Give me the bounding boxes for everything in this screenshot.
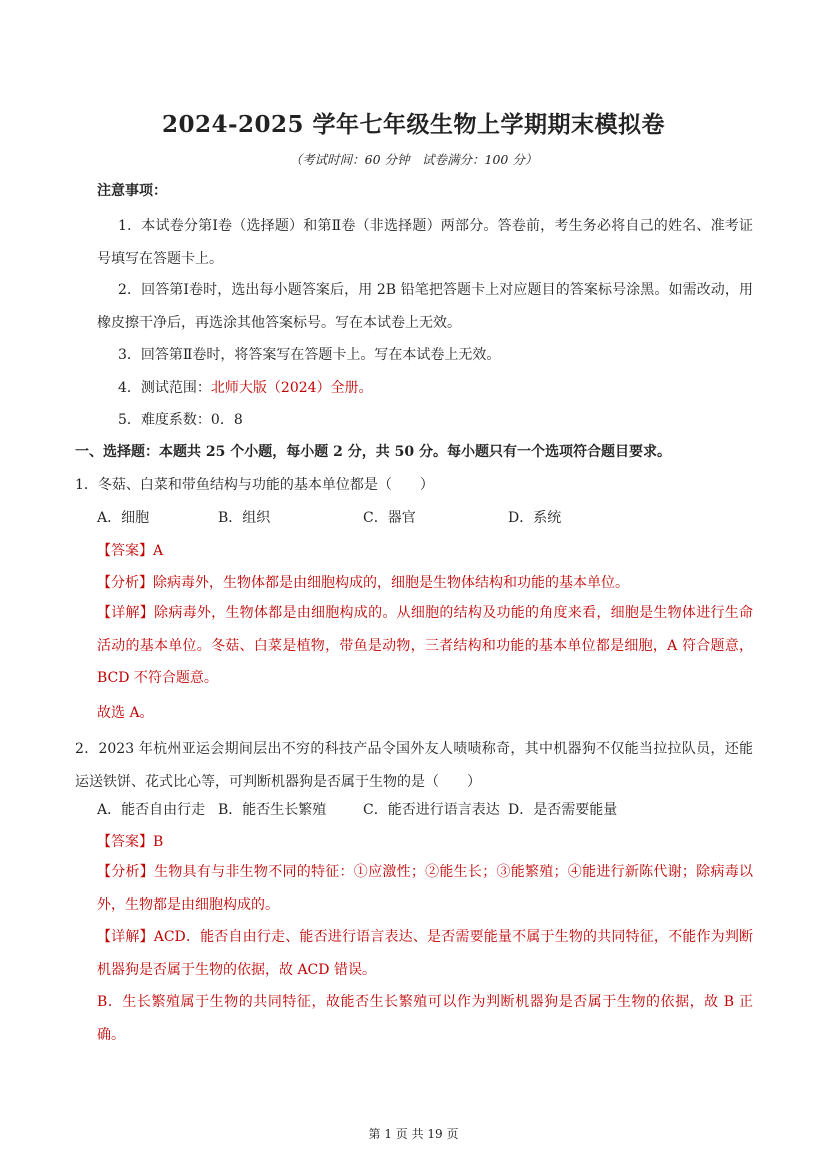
question-2-detail-b: B．生长繁殖属于生物的共同特征，故能否生长繁殖可以作为判断机器狗是否属于生物的依据，故 B 正确。 [97, 994, 753, 1043]
page-number: 第 1 页 共 19 页 [368, 1127, 459, 1141]
test-range: 北师大版（2024）全册。 [210, 380, 373, 396]
question-2-option-c: C．能否进行语言表达 [363, 802, 500, 818]
question-2-option-a: A．能否自由行走 [97, 802, 206, 818]
question-2-analysis: 【分析】生物具有与非生物不同的特征：①应激性；②能生长；③能繁殖；④能进行新陈代谢；除病毒以外，生物都是由细胞构成的。 [97, 864, 753, 913]
question-1-option-a: A．细胞 [97, 510, 150, 526]
question-1-stem: 1．冬菇、白菜和带鱼结构与功能的基本单位都是（ ） [75, 477, 434, 493]
notes-heading: 注意事项： [97, 183, 167, 199]
note-item-3: 3．回答第Ⅱ卷时，将答案写在答题卡上。写在本试卷上无效。 [118, 347, 501, 363]
section-heading: 一、选择题：本题共 25 个小题，每小题 2 分，共 50 分。每小题只有一个选项符合题目要求。 [75, 444, 671, 460]
question-1-option-d: D．系统 [508, 510, 562, 526]
question-1-detail: 【详解】除病毒外，生物体都是由细胞构成的。从细胞的结构及功能的角度来看，细胞是生物体进行生命活动的基本单位。冬菇、白菜是植物，带鱼是动物，三者结构和功能的基本单位都是细胞，A 符合题意，BCD 不符合题意。 [97, 605, 753, 686]
note-item-4 [118, 377, 373, 397]
question-2-option-b: B．能否生长繁殖 [218, 802, 327, 818]
note-item-5: 5．难度系数：0．8 [118, 412, 243, 428]
question-2-stem-text: 2．2023 年杭州亚运会期间层出不穷的科技产品令国外友人啧啧称奇，其中机器狗不仅能当拉拉队员，还能运送铁饼、花式比心等，可判断机器狗是否属于生物的是（ ） [75, 741, 753, 790]
question-1-analysis: 【分析】除病毒外，生物体都是由细胞构成的，细胞是生物体结构和功能的基本单位。 [97, 575, 629, 591]
question-2-detail: 【详解】ACD．能否自由行走、能否进行语言表达、是否需要能量不属于生物的共同特征，不能作为判断机器狗是否属于生物的依据，故 ACD 错误。 [97, 929, 753, 978]
note-item-1: 1．本试卷分第Ⅰ卷（选择题）和第Ⅱ卷（非选择题）两部分。答卷前，考生务必将自己的姓名、准考证号填写在答题卡上。 [97, 218, 753, 267]
question-1-choice: 故选 A。 [97, 705, 154, 721]
exam-info: （考试时间：60 分钟 试卷满分：100 分） [289, 152, 538, 167]
question-1-answer: 【答案】A [97, 543, 164, 559]
page-title: 2024-2025 学年七年级生物上学期期末模拟卷 [161, 111, 666, 138]
question-2-answer: 【答案】B [97, 834, 164, 850]
note-item-2: 2．回答第Ⅰ卷时，选出每小题答案后，用 2B 铅笔把答题卡上对应题目的答案标号涂黑。如需改动，用橡皮擦干净后，再选涂其他答案标号。写在本试卷上无效。 [97, 282, 753, 331]
question-1-option-b: B．组织 [218, 510, 271, 526]
question-2-stem [75, 733, 753, 798]
note-item-4-label: 4．测试范围： [118, 380, 211, 396]
question-1-option-c: C．器官 [363, 510, 416, 526]
question-2-option-d: D．是否需要能量 [508, 802, 618, 818]
